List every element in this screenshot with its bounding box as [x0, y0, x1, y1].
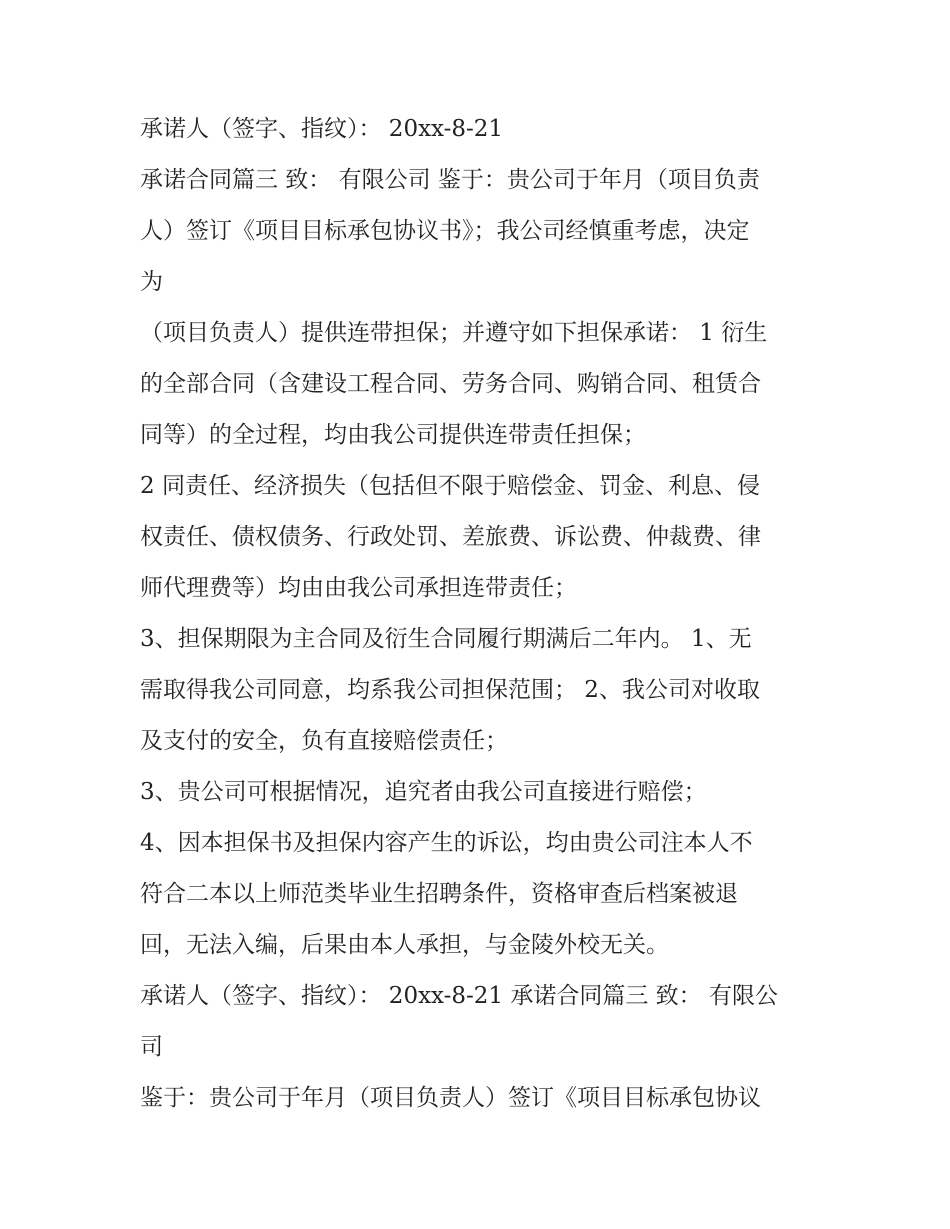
text-line: 为	[140, 269, 163, 295]
text-line: 及支付的安全，负有直接赔偿责任；	[140, 728, 508, 754]
text-line: 师代理费等）均由由我公司承担连带责任；	[140, 575, 577, 601]
text-line: 承诺人（签字、指纹）： 20xx-8-21	[140, 116, 504, 142]
text-line: 回，无法入编，后果由本人承担，与金陵外校无关。	[140, 932, 669, 958]
text-line: 司	[140, 1034, 163, 1060]
text-line: 3、贵公司可根据情况，追究者由我公司直接进行赔偿；	[140, 779, 707, 805]
text-line: 承诺人（签字、指纹）： 20xx-8-21 承诺合同篇三 致： 有限公	[140, 983, 778, 1009]
text-line: 2 同责任、经济损失（包括但不限于赔偿金、罚金、利息、侵	[140, 473, 760, 499]
text-line: 权责任、债权债务、行政处罚、差旅费、诉讼费、仲裁费、律	[140, 524, 761, 550]
text-line: 鉴于：贵公司于年月（项目负责人）签订《项目目标承包协议	[140, 1085, 761, 1111]
text-line: 人）签订《项目目标承包协议书》；我公司经慎重考虑，决定	[140, 218, 750, 244]
text-line: 4、因本担保书及担保内容产生的诉讼，均由贵公司注本人不	[140, 830, 753, 856]
text-line: 3、担保期限为主合同及衍生合同履行期满后二年内。 1、无	[140, 626, 752, 652]
text-line: （项目负责人）提供连带担保；并遵守如下担保承诺： 1 衍生	[140, 320, 768, 346]
text-line: 的全部合同（含建设工程合同、劳务合同、购销合同、租赁合	[140, 371, 761, 397]
text-line: 符合二本以上师范类毕业生招聘条件，资格审查后档案被退	[140, 881, 738, 907]
text-line: 需取得我公司同意，均系我公司担保范围； 2、我公司对收取	[140, 677, 760, 703]
document-body	[140, 104, 815, 1124]
text-line: 同等）的全过程，均由我公司提供连带责任担保；	[140, 422, 646, 448]
text-line: 承诺合同篇三 致： 有限公司 鉴于：贵公司于年月（项目负责	[140, 167, 760, 193]
